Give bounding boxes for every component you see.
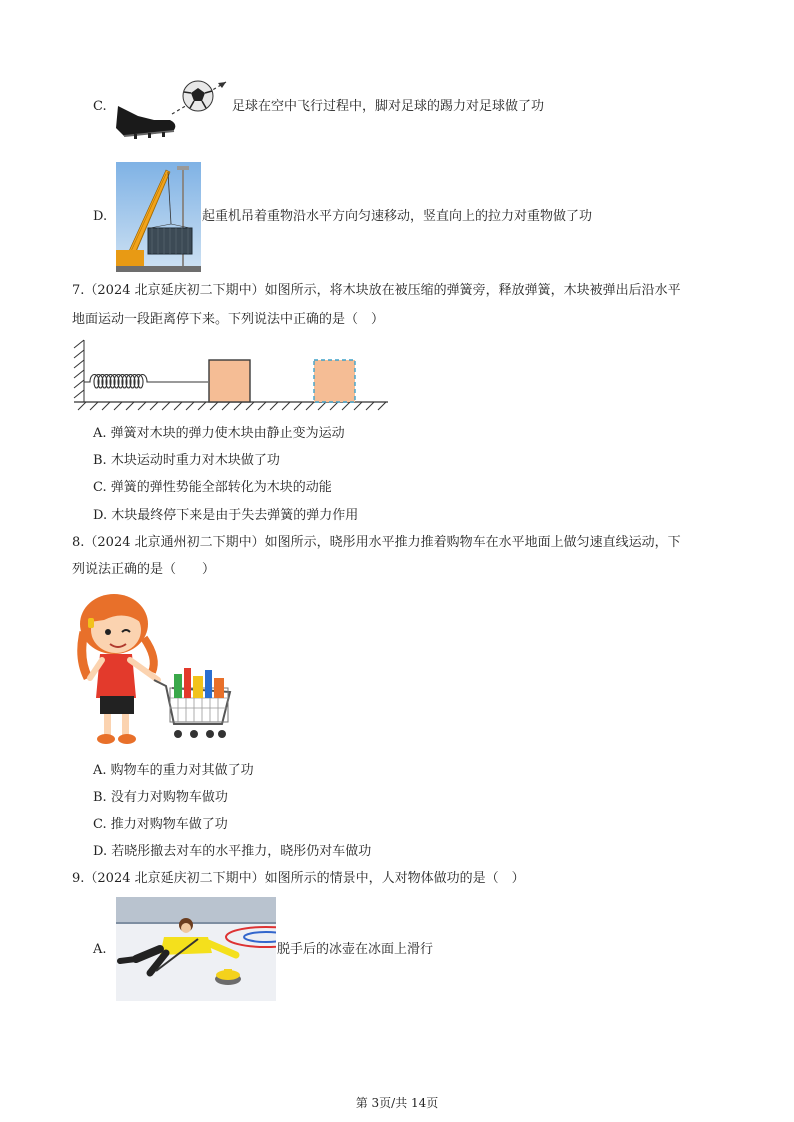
wood-block-final-position [314, 360, 355, 402]
wall-hatch [74, 340, 84, 402]
option-d-text: 起重机吊着重物沿水平方向匀速移动，竖直向上的拉力对重物做了功 [202, 209, 593, 224]
spring-coil [84, 375, 208, 389]
q8-option-c: C. 推力对购物车做了功 [93, 817, 228, 832]
q7-stem-line1: 7.（2024 北京延庆初二下期中）如图所示，将木块放在被压缩的弹簧旁，释放弹簧，木块被弹出后沿水平 [72, 283, 681, 298]
q9-option-a-letter: A. [93, 942, 107, 957]
q9-option-a-text: 脱手后的冰壶在冰面上滑行 [277, 942, 434, 957]
crane-lifting-container-photo [116, 162, 201, 272]
curling-athlete-photo [116, 897, 276, 1001]
option-c-text: 足球在空中飞行过程中，脚对足球的踢力对足球做了功 [232, 99, 545, 114]
q7-option-a: A. 弹簧对木块的弹力使木块由静止变为运动 [93, 426, 345, 441]
wood-block [209, 360, 250, 402]
option-c-letter: C. [93, 99, 107, 114]
page-number-footer: 第 3页/共 14页 [355, 1096, 439, 1110]
q8-option-d: D. 若晓彤撤去对车的水平推力，晓彤仍对车做功 [93, 844, 372, 859]
q7-option-b: B. 木块运动时重力对木块做了功 [93, 453, 280, 468]
q7-stem-line2: 地面运动一段距离停下来。下列说法中正确的是（ ） [72, 312, 385, 327]
spring-block-diagram [72, 338, 392, 414]
ground-hatch [78, 402, 386, 410]
option-d-letter: D. [93, 209, 108, 224]
q8-option-b: B. 没有力对购物车做功 [93, 790, 228, 805]
q7-option-c: C. 弹簧的弹性势能全部转化为木块的动能 [93, 480, 332, 495]
q8-stem-line1: 8.（2024 北京通州初二下期中）如图所示，晓彤用水平推力推着购物车在水平地面上做匀速直线运动，下 [72, 535, 681, 550]
q8-stem-line2: 列说法正确的是（ ） [72, 562, 216, 577]
q7-option-d: D. 木块最终停下来是由于失去弹簧的弹力作用 [93, 508, 359, 523]
kicking-soccer-ball-icon [114, 76, 232, 142]
q8-option-a: A. 购物车的重力对其做了功 [93, 763, 254, 778]
q9-stem: 9.（2024 北京延庆初二下期中）如图所示的情景中，人对物体做功的是（ ） [72, 871, 525, 886]
girl-pushing-cart-illustration [74, 588, 236, 748]
